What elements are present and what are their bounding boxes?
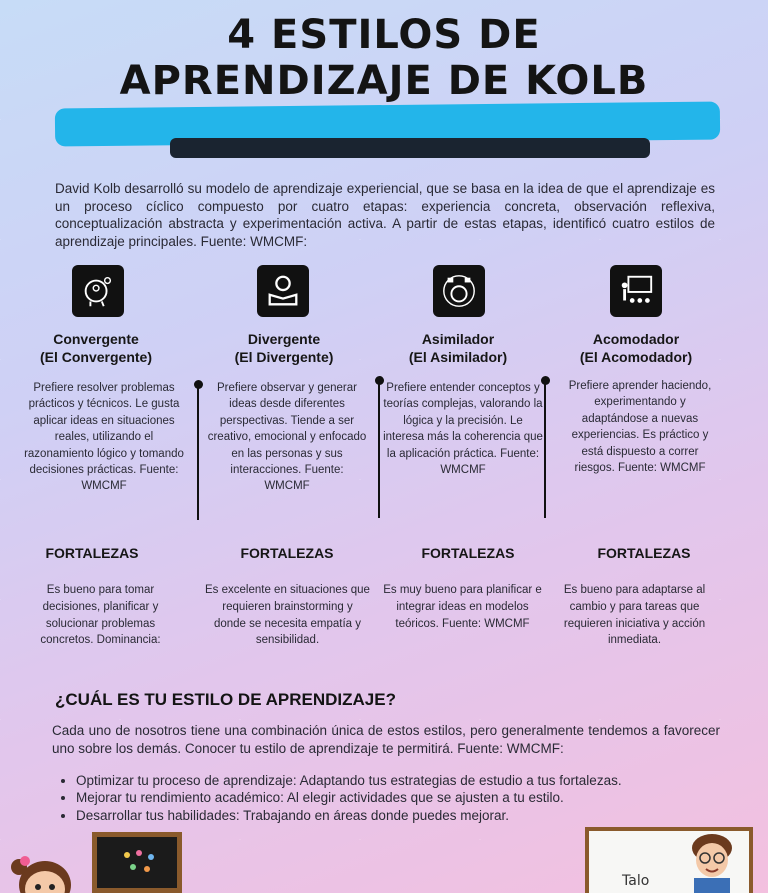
separator-line <box>197 385 199 520</box>
page-title-line-1: 4 ESTILOS DE <box>227 12 541 58</box>
page-title-line-2: APRENDIZAJE DE KOLB <box>119 58 649 104</box>
strengths-description: Es bueno para tomar decisiones, planificar y solucionar problemas concretos. Dominancia: <box>40 584 161 647</box>
strengths-heading: FORTALEZAS <box>45 545 139 561</box>
student-ideas-icon <box>433 265 485 317</box>
strengths-description: Es bueno para adaptarse al cambio y para tareas que requieren iniciativa y acción inmediata. <box>563 584 706 647</box>
style-subname: (El Divergente) <box>234 349 334 365</box>
section-heading: ¿CUÁL ES TU ESTILO DE APRENDIZAJE? <box>55 690 396 709</box>
style-subname: (El Acomodador) <box>579 349 693 365</box>
whiteboard-text: Talo <box>622 873 650 889</box>
strengths-heading: FORTALEZAS <box>597 545 691 561</box>
list-item: • Mejorar tu rendimiento académico: Al elegir actividades que se ajusten a tu estilo. <box>76 789 622 806</box>
style-name-convergente <box>1 330 191 366</box>
strengths-heading: FORTALEZAS <box>240 545 334 561</box>
list-item: • Optimizar tu proceso de aprendizaje: Adaptando tus estrategias de estudio a tus fortalezas. <box>76 772 622 789</box>
style-name: Acomodador <box>592 331 680 347</box>
style-description: Prefiere observar y generar ideas desde diferentes perspectivas. Tiende a ser creativo, emocional y enfocado en las personas y sus interacciones. Fuente: WMCMF <box>207 382 367 493</box>
benefits-list <box>56 772 622 824</box>
boy-illustration <box>682 830 742 893</box>
redaction-underline <box>170 138 650 158</box>
separator-line <box>378 381 380 518</box>
style-description: Prefiere aprender haciendo, experimentando y adaptándose a nuevas experiencias. Es práctico y está dispuesto a correr riesgos. Fuente: WMCMF <box>568 380 712 475</box>
presentation-board-icon <box>610 265 662 317</box>
strengths-description: Es muy bueno para planificar e integrar ideas en modelos teóricos. Fuente: WMCMF <box>383 584 542 630</box>
separator-line <box>544 381 546 518</box>
list-item: • Desarrollar tus habilidades: Trabajando en áreas donde puedes mejorar. <box>76 807 622 824</box>
intro-paragraph: David Kolb desarrolló su modelo de aprendizaje experiencial, que se basa en la idea de que el aprendizaje es un proceso cíclico compuesto por cuatro etapas: experiencia concreta, observación reflexiva, conceptualización abstracta y experimentación activa. A partir de estas etapas, identificó cuatro estilos de aprendizaje principales. Fuente: WMCMF: <box>55 181 715 249</box>
strengths-description: Es excelente en situaciones que requieren brainstorming y donde se necesita empatía y sensibilidad. <box>205 584 370 647</box>
chalkboard-illustration <box>92 832 182 893</box>
style-subname: (El Asimilador) <box>408 349 508 365</box>
head-gears-icon <box>72 265 124 317</box>
girl-illustration <box>5 845 85 893</box>
style-name-asimilador <box>363 330 553 366</box>
style-name: Asimilador <box>421 331 495 347</box>
person-reading-icon <box>257 265 309 317</box>
style-name: Divergente <box>247 331 321 347</box>
section-paragraph: Cada uno de nosotros tiene una combinación única de estos estilos, pero generalmente tendemos a favorecer uno sobre los demás. Conocer tu estilo de aprendizaje te permitirá. Fuente: WMCMF: <box>52 723 720 756</box>
style-description: Prefiere entender conceptos y teorías complejas, valorando la lógica y la precisión. Le interesa más la coherencia que la aplicación práctica. Fuente: WMCMF <box>383 382 543 477</box>
style-description: Prefiere resolver problemas prácticos y técnicos. Le gusta aplicar ideas en situaciones reales, utilizando el razonamiento lógico y tomando decisiones prácticas. Fuente: WMCMF <box>24 382 184 493</box>
style-name-acomodador <box>541 330 731 366</box>
style-name: Convergente <box>53 331 139 347</box>
strengths-heading: FORTALEZAS <box>421 545 515 561</box>
style-name-divergente <box>189 330 379 366</box>
style-subname: (El Convergente) <box>39 349 152 365</box>
